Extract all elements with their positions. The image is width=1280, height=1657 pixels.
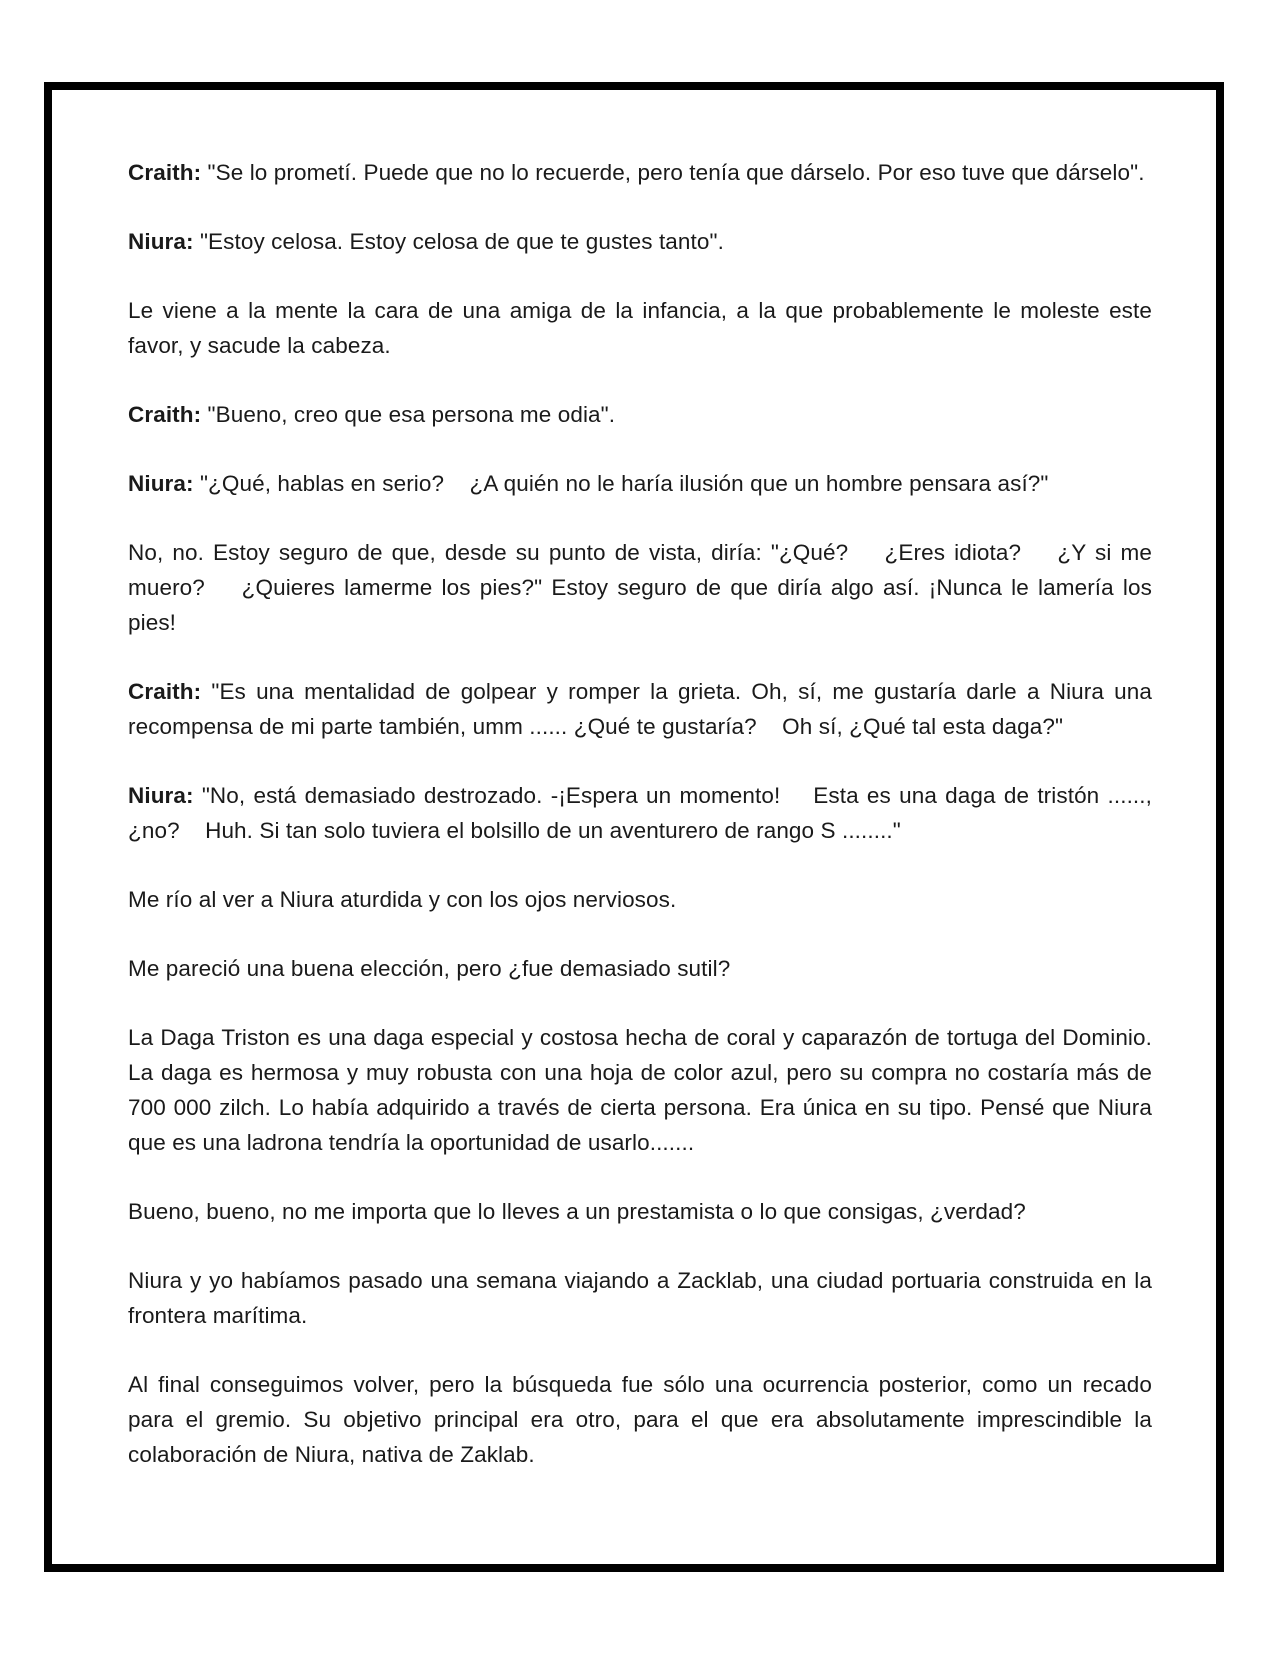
paragraph-12 <box>128 1194 1152 1229</box>
paragraph-text: "Se lo prometí. Puede que no lo recuerde, pero tenía que dárselo. Por eso tuve que dárselo". <box>201 160 1145 185</box>
paragraph-3 <box>128 293 1152 363</box>
speaker-label: Craith: <box>128 160 202 185</box>
document-body <box>128 155 1159 1506</box>
paragraph-text: "Es una mentalidad de golpear y romper la grieta. Oh, sí, me gustaría darle a Niura una recompensa de mi parte también, umm ...... ¿Qué te gustaría? Oh sí, ¿Qué tal esta daga?" <box>128 679 1159 739</box>
paragraph-10 <box>128 951 1152 986</box>
paragraph-text: "Estoy celosa. Estoy celosa de que te gustes tanto". <box>193 229 724 254</box>
paragraph-text: Niura y yo habíamos pasado una semana viajando a Zacklab, una ciudad portuaria construida en la frontera marítima. <box>128 1268 1152 1328</box>
speaker-label: Niura: <box>128 783 194 808</box>
paragraph-6 <box>128 535 1159 640</box>
paragraph-5 <box>128 466 1152 501</box>
paragraph-text: Le viene a la mente la cara de una amiga de la infancia, a la que probablemente le moleste este favor, y sacude la cabeza. <box>128 298 1152 358</box>
paragraph-text: "¿Qué, hablas en serio? ¿A quién no le haría ilusión que un hombre pensara así?" <box>193 471 1049 496</box>
paragraph-text: La Daga Triston es una daga especial y costosa hecha de coral y caparazón de tortuga del Dominio. La daga es hermosa y muy robusta con una hoja de color azul, pero su compra no costaría más de 700 000 zilch. Lo había adquirido a través de cierta persona. Era única en su tipo. Pensé que Niura que es una ladrona tendría la oportunidad de usarlo....... <box>128 1025 1152 1155</box>
paragraph-text: Me río al ver a Niura aturdida y con los ojos nerviosos. <box>128 887 677 912</box>
paragraph-11 <box>128 1020 1152 1160</box>
paragraph-text: Al final conseguimos volver, pero la búsqueda fue sólo una ocurrencia posterior, como un recado para el gremio. Su objetivo principal era otro, para el que era absolutamente imprescindible la colaboración de Niura, nativa de Zaklab. <box>128 1372 1152 1467</box>
paragraph-13 <box>128 1263 1152 1333</box>
paragraph-14 <box>128 1367 1152 1472</box>
paragraph-8 <box>128 778 1159 848</box>
paragraph-text: Me pareció una buena elección, pero ¿fue demasiado sutil? <box>128 956 731 981</box>
paragraph-9 <box>128 882 1152 917</box>
speaker-label: Craith: <box>128 679 202 704</box>
paragraph-1 <box>128 155 1152 190</box>
paragraph-text: "Bueno, creo que esa persona me odia". <box>201 402 616 427</box>
speaker-label: Niura: <box>128 229 194 254</box>
paragraph-text: No, no. Estoy seguro de que, desde su punto de vista, diría: "¿Qué? ¿Eres idiota? ¿Y si me muero? ¿Quieres lamerme los pies?" Estoy seguro de que diría algo así. ¡Nunca le lamería los pies! <box>128 540 1159 635</box>
paragraph-text: "No, está demasiado destrozado. -¡Espera un momento! Esta es una daga de tristón ......, ¿no? Huh. Si tan solo tuviera el bolsillo de un aventurero de rango S ........" <box>128 783 1159 843</box>
paragraph-4 <box>128 397 1152 432</box>
speaker-label: Niura: <box>128 471 194 496</box>
speaker-label: Craith: <box>128 402 202 427</box>
paragraph-7 <box>128 674 1159 744</box>
paragraph-text: Bueno, bueno, no me importa que lo lleves a un prestamista o lo que consigas, ¿verdad? <box>128 1199 1026 1224</box>
paragraph-2 <box>128 224 1152 259</box>
